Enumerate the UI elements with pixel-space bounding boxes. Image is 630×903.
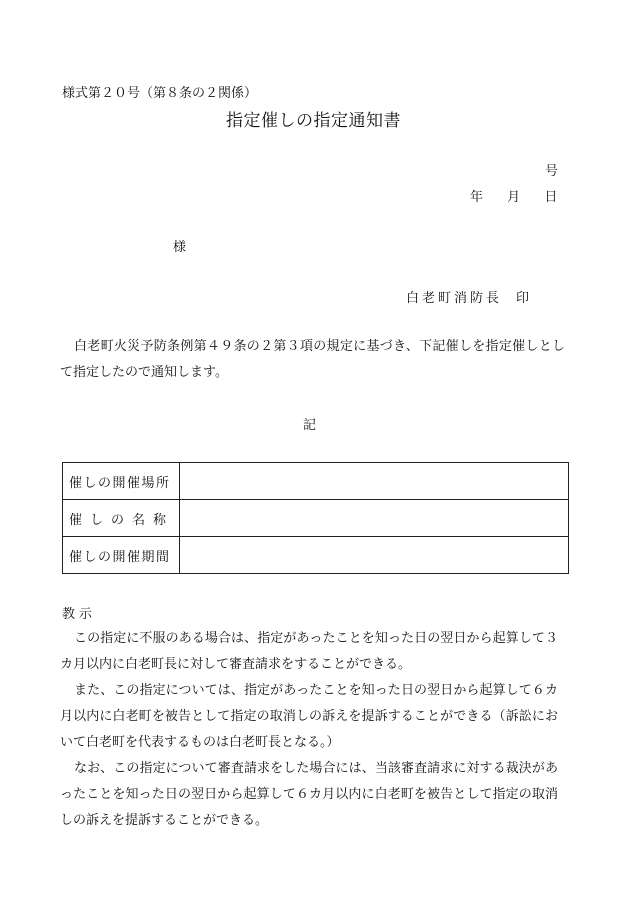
event-name-value — [180, 500, 569, 537]
document-number-label: 号 — [545, 164, 559, 179]
date-year-label: 年 — [470, 190, 484, 205]
issuer-line — [406, 287, 529, 306]
document-title: 指定催しの指定通知書 — [226, 111, 401, 131]
instructions-heading: 教示 — [62, 607, 97, 622]
issuer-name: 白老町消防長 — [406, 291, 503, 306]
date-line — [470, 186, 557, 205]
table-row — [63, 500, 569, 537]
addressee-suffix: 様 — [173, 240, 187, 255]
event-period-value — [180, 537, 569, 574]
event-location-label: 催しの開催場所 — [63, 463, 180, 500]
event-name-label: 催しの名称 — [63, 500, 180, 537]
instruction-paragraph-review: この指定に不服のある場合は、指定があったことを知った日の翌日から起算して３カ月以内に白老町長に対して審査請求をすることができる。 — [60, 631, 558, 672]
ki-heading: 記 — [303, 418, 317, 433]
date-month-label: 月 — [507, 190, 521, 205]
event-period-label: 催しの開催期間 — [63, 537, 180, 574]
notification-body: 白老町火災予防条例第４９条の２第３項の規定に基づき、下記催しを指定催しとして指定したので通知します。 — [60, 339, 565, 380]
instruction-paragraph-lawsuit: また、この指定については、指定があったことを知った日の翌日から起算して６カ月以内に白老町を被告として指定の取消しの訴えを提訴することができる（訴訟において白老町を代表するものは白老町長となる。） — [60, 683, 558, 750]
instructions-body — [60, 626, 558, 834]
form-number: 様式第２０号（第８条の２関係） — [62, 86, 258, 101]
table-row — [63, 463, 569, 500]
instruction-paragraph-after-review: なお、この指定について審査請求をした場合には、当該審査請求に対する裁決があったことを知った日の翌日から起算して６カ月以内に白老町を被告として指定の取消しの訴えを提訴することができる。 — [60, 761, 558, 828]
table-row — [63, 537, 569, 574]
date-day-label: 日 — [544, 190, 558, 205]
event-location-value — [180, 463, 569, 500]
event-info-table — [62, 462, 569, 574]
issuer-seal: 印 — [516, 291, 530, 306]
